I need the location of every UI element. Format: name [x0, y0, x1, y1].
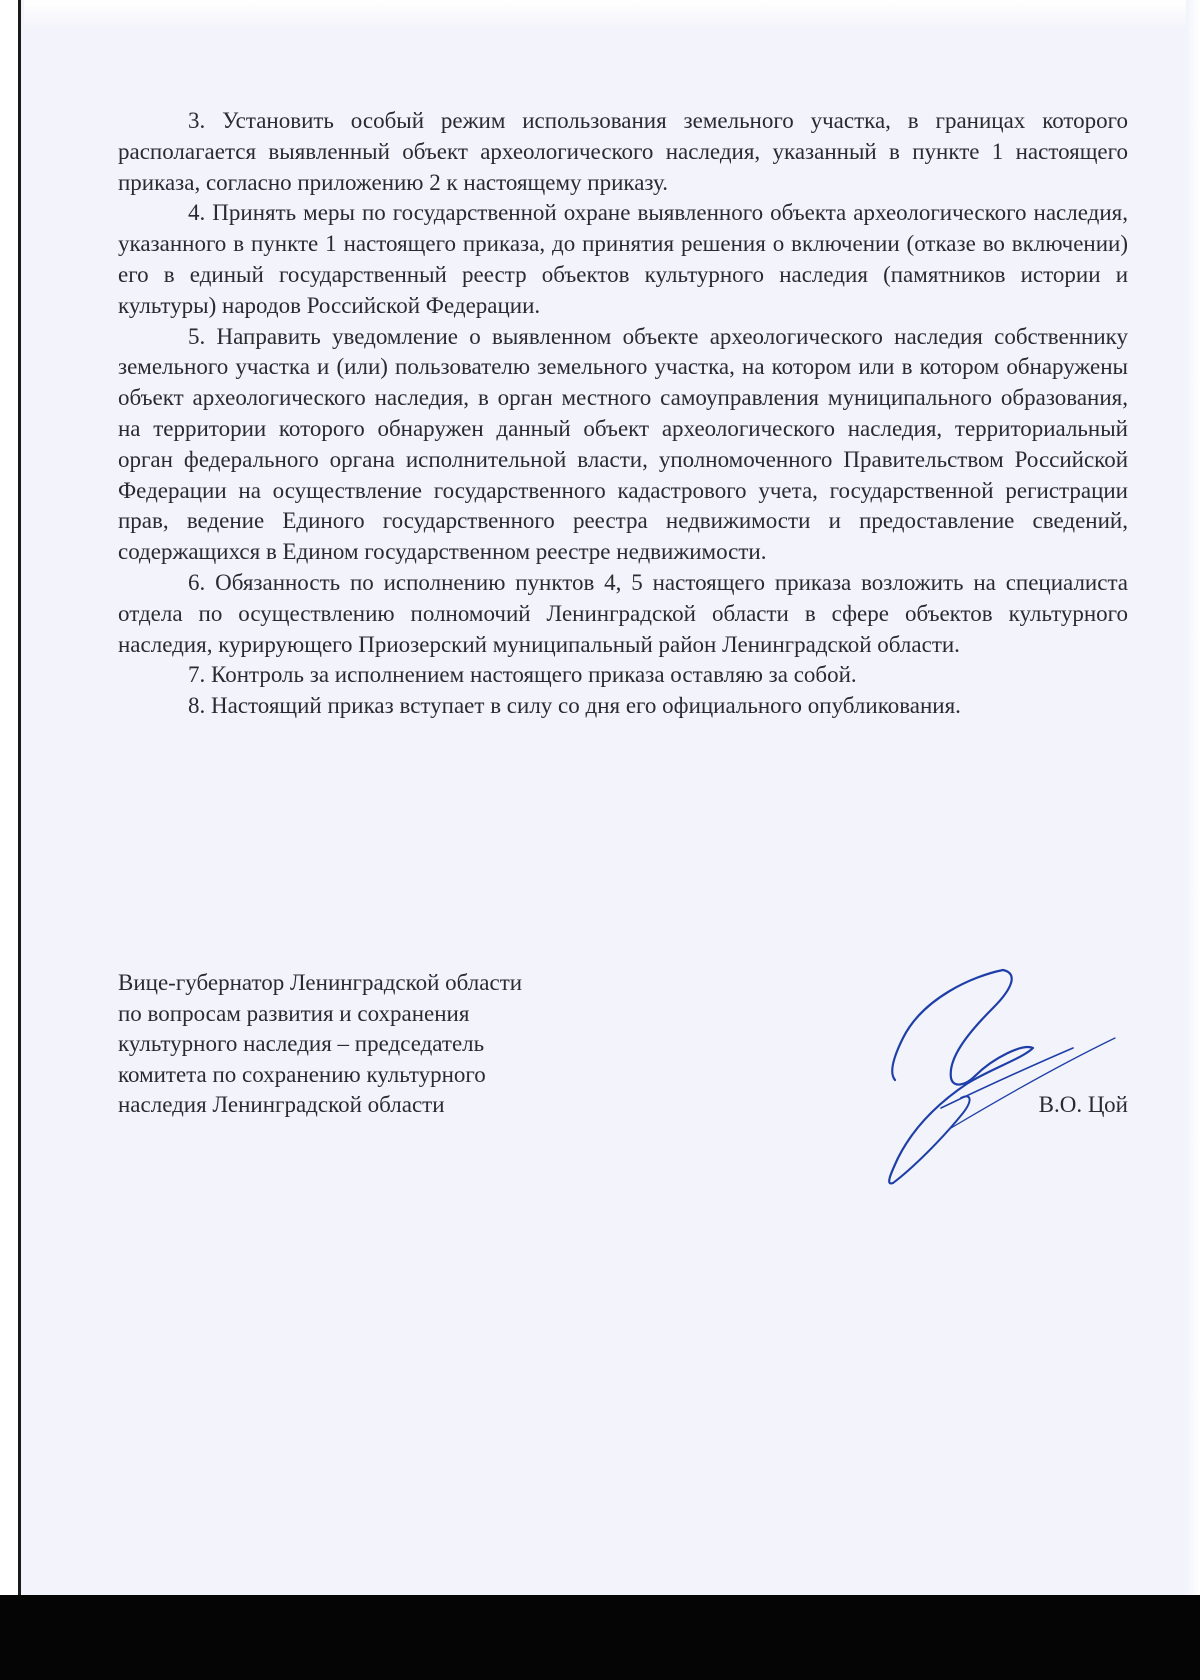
paragraph-5: 5. Направить уведомление о выявленном объекте археологического наследия собственнику земельного участка и (или) пользователю земельного участка, на котором или в котором обнаружены объект археологического наследия, в орган местного самоуправления муниципального образования, на территории которого обнаружен данный объект археологического наследия, территориальный орган федерального органа исполнительной власти, уполномоченного Правительством Российской Федерации на осуществление государственного кадастрового учета, государственной регистрации прав, ведение Единого государственного реестра недвижимости и предоставление сведений, содержащихся в Едином государственном реестре недвижимости.: [118, 323, 1128, 565]
paragraph-8: 8. Настоящий приказ вступает в силу со дня его официального опубликования.: [188, 693, 961, 719]
scan-bottom-border: [0, 1595, 1200, 1680]
scan-left-edge: [0, 0, 24, 1680]
paragraph-7: 7. Контроль за исполнением настоящего приказа оставляю за собой.: [188, 662, 857, 688]
signature-block: [118, 968, 1128, 1208]
paragraph-4: 4. Принять меры по государственной охране выявленного объекта археологического наследия, указанного в пункте 1 настоящего приказа, до принятия решения о включении (отказе во включении) его в единый государственный реестр объектов культурного наследия (памятников истории и культуры) народов Российской Федерации.: [118, 200, 1128, 318]
scan-right-edge: [1186, 0, 1200, 1680]
document-body: [118, 106, 1128, 722]
scan-top-edge: [0, 0, 1200, 30]
signatory-name: В.О. Цой: [1038, 1092, 1128, 1117]
paragraph-3: 3. Установить особый режим использования земельного участка, в границах которого располагается выявленный объект археологического наследия, указанный в пункте 1 настоящего приказа, согласно приложению 2 к настоящему приказу.: [118, 108, 1128, 195]
paragraph-6: 6. Обязанность по исполнению пунктов 4, 5 настоящего приказа возложить на специалиста отдела по осуществлению полномочий Ленинградской области в сфере объектов культурного наследия, курирующего Приозерский муниципальный район Ленинградской области.: [118, 569, 1128, 657]
signatory-title: Вице-губернатор Ленинградской области по вопросам развития и сохранения культурного наследия – председатель комитета по сохранению культурного наследия Ленинградской области: [118, 970, 523, 1117]
handwritten-signature-icon: [823, 958, 1123, 1198]
